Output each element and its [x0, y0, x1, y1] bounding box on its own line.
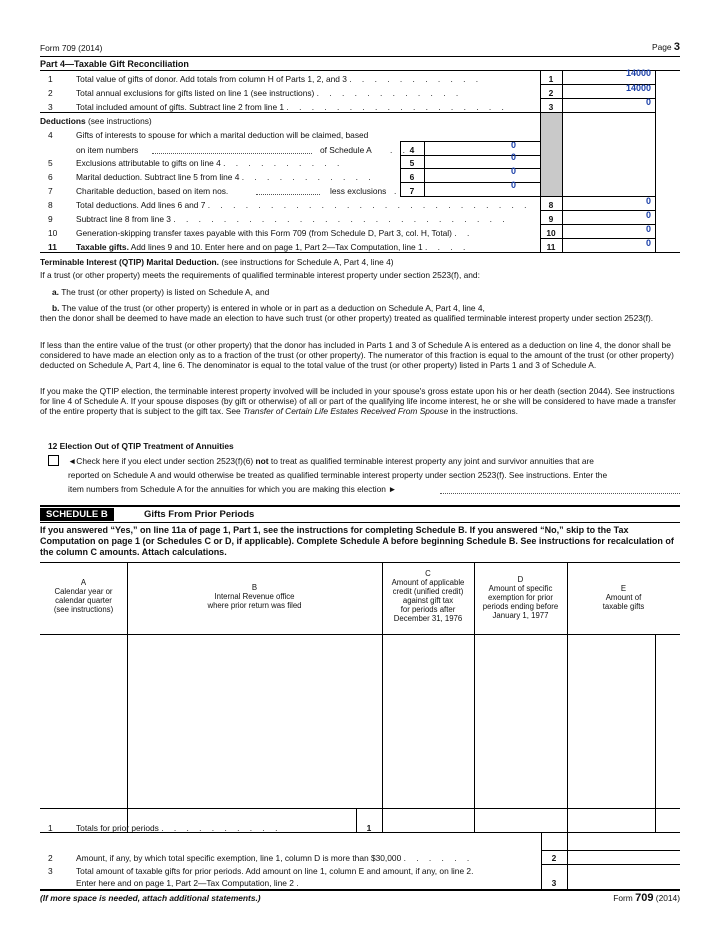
line-number: 3	[48, 866, 53, 876]
line-box: 10	[546, 228, 556, 238]
schedule-b-tag: SCHEDULE B	[40, 508, 114, 521]
line12-text-2: reported on Schedule A and would otherwise be treated as qualified terminable interest property under section 2523(f). See instructions. Enter the	[68, 470, 608, 480]
line-text: Exclusions attributable to gifts on line 4 . . . . . . . . . .	[76, 158, 344, 168]
qtip-para-3: If you make the QTIP election, the terminable interest property involved will be included in your spouse's gross estate upon his or her death (section 2044). See instructions for line 4 of Schedule A. If your spouse disposes (by gift or otherwise) of all or part of the qualifying life income interest, he or she will be considered to have made a transfer of the entire property that is subject to the gift tax. See Transfer of Certain Life Estates Received From Spouse in the instructions.	[40, 386, 676, 416]
line-box: 8	[548, 200, 554, 210]
page-number	[652, 41, 680, 53]
line-text: Total included amount of gifts. Subtract line 2 from line 1 . . . . . . . . . . . . . . . . . .	[76, 102, 508, 112]
charitable-items-field[interactable]	[256, 194, 320, 195]
line-5-value[interactable]: 0	[510, 152, 516, 162]
qtip-intro: If a trust (or other property) meets the requirements of qualified terminable interest property under section 2523(f), and:	[40, 270, 480, 280]
line-9-value[interactable]: 0	[645, 210, 651, 220]
line-number: 1	[48, 823, 53, 833]
form-label: Form 709 (2014)	[40, 43, 103, 53]
totals-col-d[interactable]	[475, 809, 567, 831]
line-box: 11	[546, 242, 556, 252]
col-a-header	[40, 578, 127, 614]
line-number: 6	[48, 172, 53, 182]
qtip-election-checkbox[interactable]	[48, 455, 59, 466]
line-box: 3	[551, 878, 557, 888]
line12-text-1: ◄Check here if you elect under section 2523(f)(6) not to treat as qualified terminable interest property any joint and survivor annuities that are	[68, 456, 594, 466]
item-numbers-field[interactable]	[152, 153, 312, 154]
col-text: Amount of specific exemption for prior periods ending before January 1, 1977	[482, 584, 559, 620]
page-num: 3	[673, 41, 680, 53]
line-box: 2	[548, 88, 554, 98]
line-number: 9	[48, 214, 53, 224]
col-text: Amount of taxable gifts	[602, 593, 645, 611]
footer-form-label: Form 709 (2014)	[613, 892, 680, 904]
line-number: 1	[48, 74, 53, 84]
schedule-b-title: Gifts From Prior Periods	[144, 509, 255, 520]
col-e-header	[567, 584, 680, 611]
line-11-value[interactable]: 0	[645, 238, 651, 248]
line2-amount[interactable]	[568, 851, 680, 863]
line12-text-3: item numbers from Schedule A for the annuities for which you are making this election ►	[68, 484, 397, 494]
line-6-value[interactable]: 0	[510, 166, 516, 176]
line-number: 2	[48, 88, 53, 98]
line-1-value[interactable]: 14000	[625, 68, 651, 78]
part4-title: Part 4—Taxable Gift Reconciliation	[40, 59, 189, 69]
line-box: 7	[409, 186, 415, 196]
col-letter: C	[425, 569, 431, 578]
line-7-value[interactable]: 0	[510, 180, 516, 190]
line-box: 5	[409, 158, 415, 168]
line-text: Total deductions. Add lines 6 and 7 . . . . . . . . . . . . . . . . . . . . . . . . . .	[76, 200, 531, 210]
line-number: 2	[48, 853, 53, 863]
qtip-para-2: If less than the entire value of the trust (or other property) that the donor has included in Parts 1 and 3 of Schedule A is entered as a deduction on line 4, the donor shall be considered to have made an election only as to a fraction of the trust (or other property). The numerator of this fraction is equal to the amount of the trust (or other property) deducted on Schedule A, Part 4, line 6. The denominator is equal to the total value of the trust (or other property) listed in Parts 1 and 3 of Schedule A.	[40, 340, 674, 370]
col-d-header	[474, 575, 567, 620]
line-4-value[interactable]: 0	[510, 140, 516, 150]
annuity-items-field[interactable]	[440, 493, 680, 494]
prior-periods-table-body[interactable]	[40, 635, 680, 805]
line-number: 8	[48, 200, 53, 210]
line-text: Subtract line 8 from line 3 . . . . . . . . . . . . . . . . . . . . . . . . . . .	[76, 214, 509, 224]
line3-amount[interactable]	[568, 866, 680, 888]
col-text: Calendar year or calendar quarter (see instructions)	[53, 587, 114, 614]
line-10-value[interactable]: 0	[645, 224, 651, 234]
line-text: Marital deduction. Subtract line 5 from line 4 . . . . . . . . . . .	[76, 172, 375, 182]
line-3-value[interactable]: 0	[645, 97, 651, 107]
line-2-value[interactable]: 14000	[625, 83, 651, 93]
line-box: 6	[409, 172, 415, 182]
qtip-item-a: a. The trust (or other property) is listed on Schedule A, and	[52, 287, 270, 297]
totals-line-text: Totals for prior periods . . . . . . . . . .	[76, 823, 282, 833]
col-text: Amount of applicable credit (unified credit) against gift tax for periods after December 31, 1976	[391, 578, 465, 623]
line-box: 2	[551, 853, 557, 863]
col-letter: D	[517, 575, 524, 584]
line2-text: Amount, if any, by which total specific exemption, line 1, column D is more than $30,000 . . . . . .	[76, 853, 474, 863]
line-number: 11	[48, 242, 57, 252]
line-number: 5	[48, 158, 53, 168]
totals-col-c[interactable]	[383, 809, 474, 831]
col-letter: A	[80, 578, 87, 587]
qtip-item-b-cont: then the donor shall be deemed to have made an election to have such trust (or other property) treated as qualified terminable interest property under section 2523(f).	[40, 313, 654, 323]
line-text: Charitable deduction, based on item nos.	[76, 186, 229, 196]
line-box: 1	[548, 74, 554, 84]
schedule-b-intro: If you answered “Yes,” on line 11a of page 1, Part 1, see the instructions for completing Schedule B. If you answered “No,” skip to the Tax Computation on page 1 (or Schedules C or D, if applicable). Complete Schedule A before beginning Schedule B. See instructions for recalculation of the column C amounts. Attach calculations.	[40, 525, 674, 557]
footer-note: (If more space is needed, attach additional statements.)	[40, 893, 261, 903]
line-text: on item numbers	[76, 145, 139, 155]
line-text: Total annual exclusions for gifts listed on line 1 (see instructions) . . . . . . . . . . . .	[76, 88, 463, 98]
col-c-header	[382, 569, 474, 623]
totals-col-e[interactable]	[568, 809, 680, 831]
line-text: Generation-skipping transfer taxes payable with this Form 709 (from Schedule D, Part 3, col. H, Total) . .	[76, 228, 474, 238]
col-letter: B	[251, 583, 258, 592]
page-label: Page	[651, 42, 672, 52]
qtip-title: Terminable Interest (QTIP) Marital Deduction. (see instructions for Schedule A, Part 4, line 4)	[40, 257, 394, 267]
col-b-header	[127, 583, 382, 610]
line12-title: 12 Election Out of QTIP Treatment of Annuities	[48, 441, 234, 451]
col-text: Internal Revenue office where prior return was filed	[207, 592, 302, 610]
deductions-heading: Deductions (see instructions)	[40, 116, 152, 126]
line-text: less exclusions	[330, 186, 387, 196]
line-text: Taxable gifts. Add lines 9 and 10. Enter here and on page 1, Part 2—Tax Computation, line 1 . . . .	[76, 242, 470, 252]
line-number: 7	[48, 186, 53, 196]
line-box: 4	[409, 145, 415, 155]
line-number: 3	[48, 102, 53, 112]
line-text: of Schedule A	[320, 145, 372, 155]
line-text: Total value of gifts of donor. Add totals from column H of Parts 1, 2, and 3 . . . . . . . . . . .	[76, 74, 483, 84]
line3-text: Total amount of taxable gifts for prior periods. Add amount on line 1, column E and amount, if any, on line 2.	[76, 866, 474, 876]
line-box: 9	[548, 214, 554, 224]
line-box: 1	[366, 823, 372, 833]
qtip-item-b: b. The value of the trust (or other property) is entered in whole or in part as a deduction on Schedule A, Part 4, line 4,	[52, 303, 485, 313]
line-box: 3	[548, 102, 554, 112]
line-text: Gifts of interests to spouse for which a marital deduction will be claimed, based	[76, 130, 369, 140]
line3-text: Enter here and on page 1, Part 2—Tax Computation, line 2 .	[76, 878, 303, 888]
line-number: 10	[48, 228, 58, 238]
line-number: 4	[48, 130, 53, 140]
col-letter: E	[620, 584, 627, 593]
line-8-value[interactable]: 0	[645, 196, 651, 206]
